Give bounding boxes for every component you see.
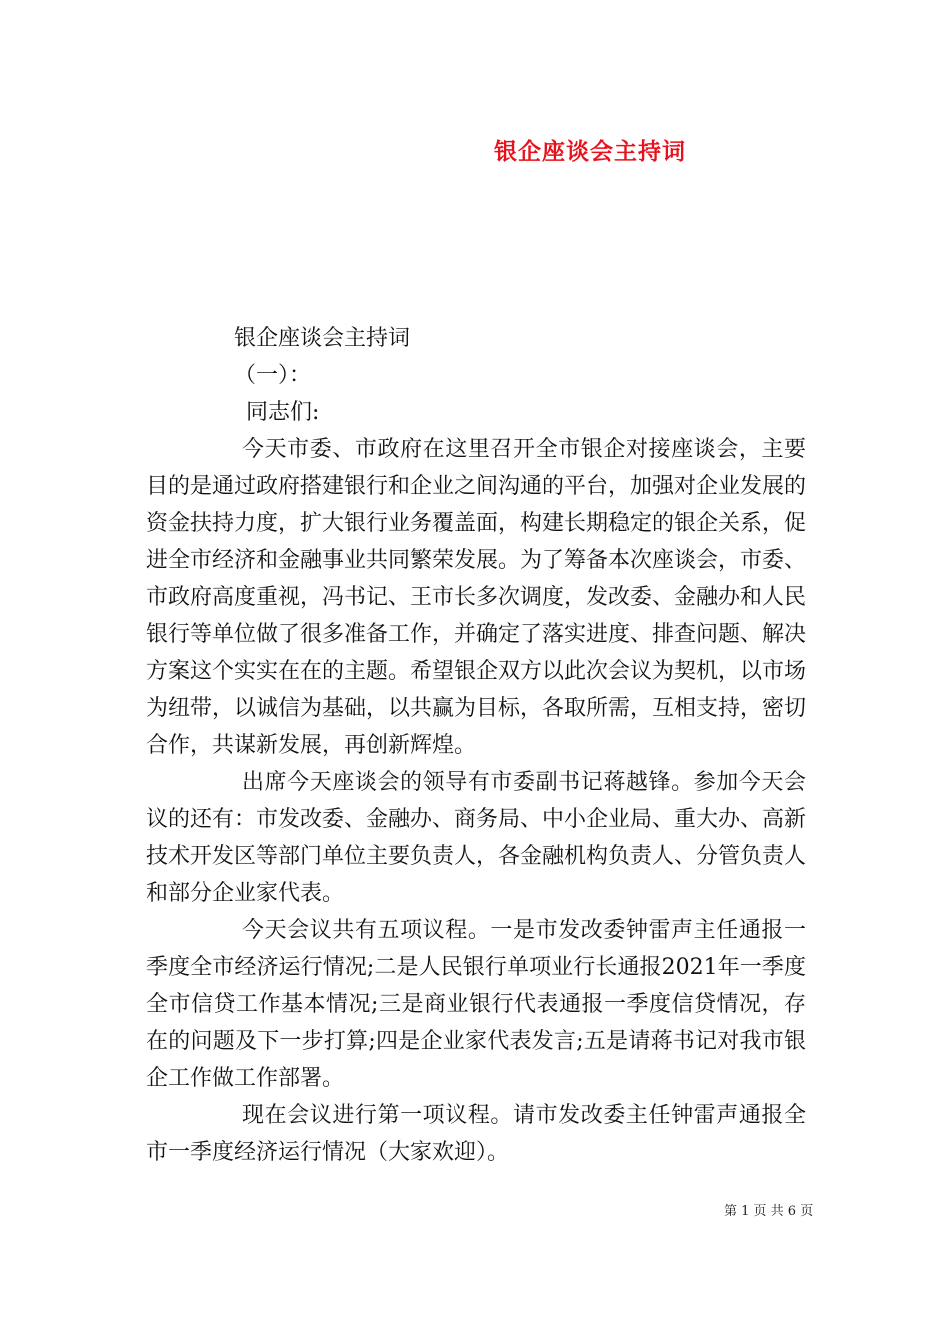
paragraph-opening: 今天市委、市政府在这里召开全市银企对接座谈会，主要目的是通过政府搭建银行和企业之间沟通的平台，加强对企业发展的资金扶持力度，扩大银行业务覆盖面，构建长期稳定的银企关系，促进全市经济和金融事业共同繁荣发展。为了筹备本次座谈会，市委、市政府高度重视，冯书记、王市长多次调度，发改委、金融办和人民银行等单位做了很多准备工作，并确定了落实进度、排查问题、解决方案这个实实在在的主题。希望银企双方以此次会议为契机，以市场为纽带，以诚信为基础，以共赢为目标，各取所需，互相支持，密切合作，共谋新发展，再创新辉煌。: [146, 437, 807, 758]
paragraph-attendees: 出席今天座谈会的领导有市委副书记蒋越锋。参加今天会议的还有：市发改委、金融办、商务局、中小企业局、重大办、高新技术开发区等部门单位主要负责人，各金融机构负责人、分管负责人和部分企业家代表。: [146, 770, 807, 906]
document-body: [146, 320, 806, 1171]
section-mark: （一）：: [234, 363, 312, 388]
paragraph-first-item: 现在会议进行第一项议程。请市发改委主任钟雷声通报全市一季度经济运行情况（大家欢迎）。: [146, 1103, 806, 1165]
sub-title: 银企座谈会主持词: [234, 326, 411, 351]
page-footer: 第 1 页 共 6 页: [724, 1204, 814, 1219]
greeting: 同志们:: [246, 400, 320, 425]
document-title: 银企座谈会主持词: [494, 138, 686, 165]
paragraph-agenda: 今天会议共有五项议程。一是市发改委钟雷声主任通报一季度全市经济运行情况;二是人民银行单项业行长通报2021年一季度全市信贷工作基本情况;三是商业银行代表通报一季度信贷情况，存在的问题及下一步打算;四是企业家代表发言;五是请蒋书记对我市银企工作做工作部署。: [146, 918, 806, 1091]
